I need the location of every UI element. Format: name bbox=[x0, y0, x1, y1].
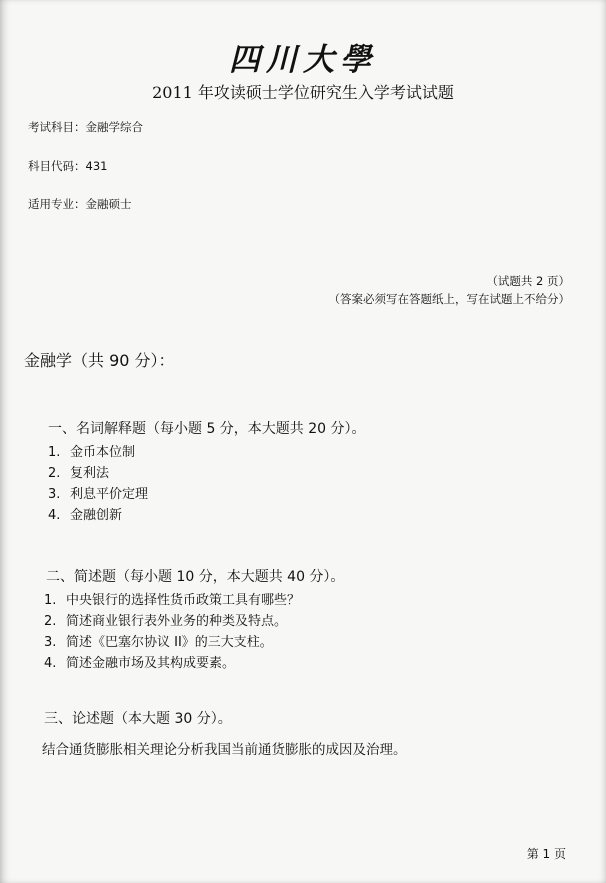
meta-label: 科目代码 bbox=[28, 159, 74, 173]
question-list-2 bbox=[44, 590, 300, 674]
meta-value: 金融硕士 bbox=[85, 197, 132, 211]
item-text: 金币本位制 bbox=[70, 445, 136, 460]
item-number: 1. bbox=[48, 445, 61, 460]
item-text: 简述商业银行表外业务的种类及特点。 bbox=[66, 614, 288, 629]
item-number: 2. bbox=[44, 614, 57, 629]
list-item bbox=[44, 611, 300, 632]
meta-sep: ： bbox=[74, 197, 86, 211]
meta-value: 431 bbox=[85, 159, 108, 173]
item-number: 4. bbox=[48, 508, 61, 523]
section-title: 金融学（共 90 分）： bbox=[24, 351, 175, 370]
page-count-note: （试题共 2 页） bbox=[486, 274, 570, 288]
item-number: 2. bbox=[48, 466, 61, 481]
question-heading-2: 二、简述题（每小题 10 分，本大题共 40 分）。 bbox=[46, 569, 345, 585]
meta-subject bbox=[28, 119, 143, 135]
item-text: 简述《巴塞尔协议 II》的三大支柱。 bbox=[66, 635, 273, 650]
list-item bbox=[44, 653, 300, 674]
list-item bbox=[48, 463, 148, 484]
item-text: 利息平价定理 bbox=[70, 487, 149, 502]
meta-sep: ： bbox=[74, 159, 86, 173]
meta-sep: ： bbox=[74, 120, 86, 134]
meta-label: 考试科目 bbox=[28, 120, 74, 134]
exam-title: 2011 年攻读硕士学位研究生入学考试试题 bbox=[152, 83, 454, 102]
item-number: 4. bbox=[44, 656, 57, 671]
question-heading-1: 一、名词解释题（每小题 5 分，本大题共 20 分）。 bbox=[48, 421, 366, 437]
question-heading-3: 三、论述题（本大题 30 分）。 bbox=[44, 711, 232, 727]
item-text: 复利法 bbox=[70, 466, 110, 481]
list-item bbox=[44, 590, 300, 611]
item-number: 3. bbox=[44, 635, 57, 650]
essay-question-text: 结合通货膨胀相关理论分析我国当前通货膨胀的成因及治理。 bbox=[42, 742, 407, 758]
list-item bbox=[44, 632, 300, 653]
university-logo: 四川大學 bbox=[229, 42, 377, 78]
answer-rule-note: （答案必须写在答题纸上，写在试题上不给分） bbox=[328, 292, 570, 306]
list-item bbox=[48, 484, 148, 505]
meta-label: 适用专业 bbox=[28, 197, 74, 211]
page-number: 第 1 页 bbox=[526, 847, 566, 861]
item-number: 1. bbox=[44, 593, 57, 608]
item-text: 金融创新 bbox=[70, 508, 123, 523]
question-list-1 bbox=[48, 442, 148, 526]
meta-code bbox=[28, 158, 107, 174]
list-item bbox=[48, 442, 148, 463]
item-text: 简述金融市场及其构成要素。 bbox=[66, 656, 236, 671]
meta-major bbox=[28, 196, 132, 212]
list-item bbox=[48, 505, 148, 526]
item-text: 中央银行的选择性货币政策工具有哪些？ bbox=[66, 593, 301, 608]
meta-value: 金融学综合 bbox=[85, 120, 143, 134]
item-number: 3. bbox=[48, 487, 61, 502]
